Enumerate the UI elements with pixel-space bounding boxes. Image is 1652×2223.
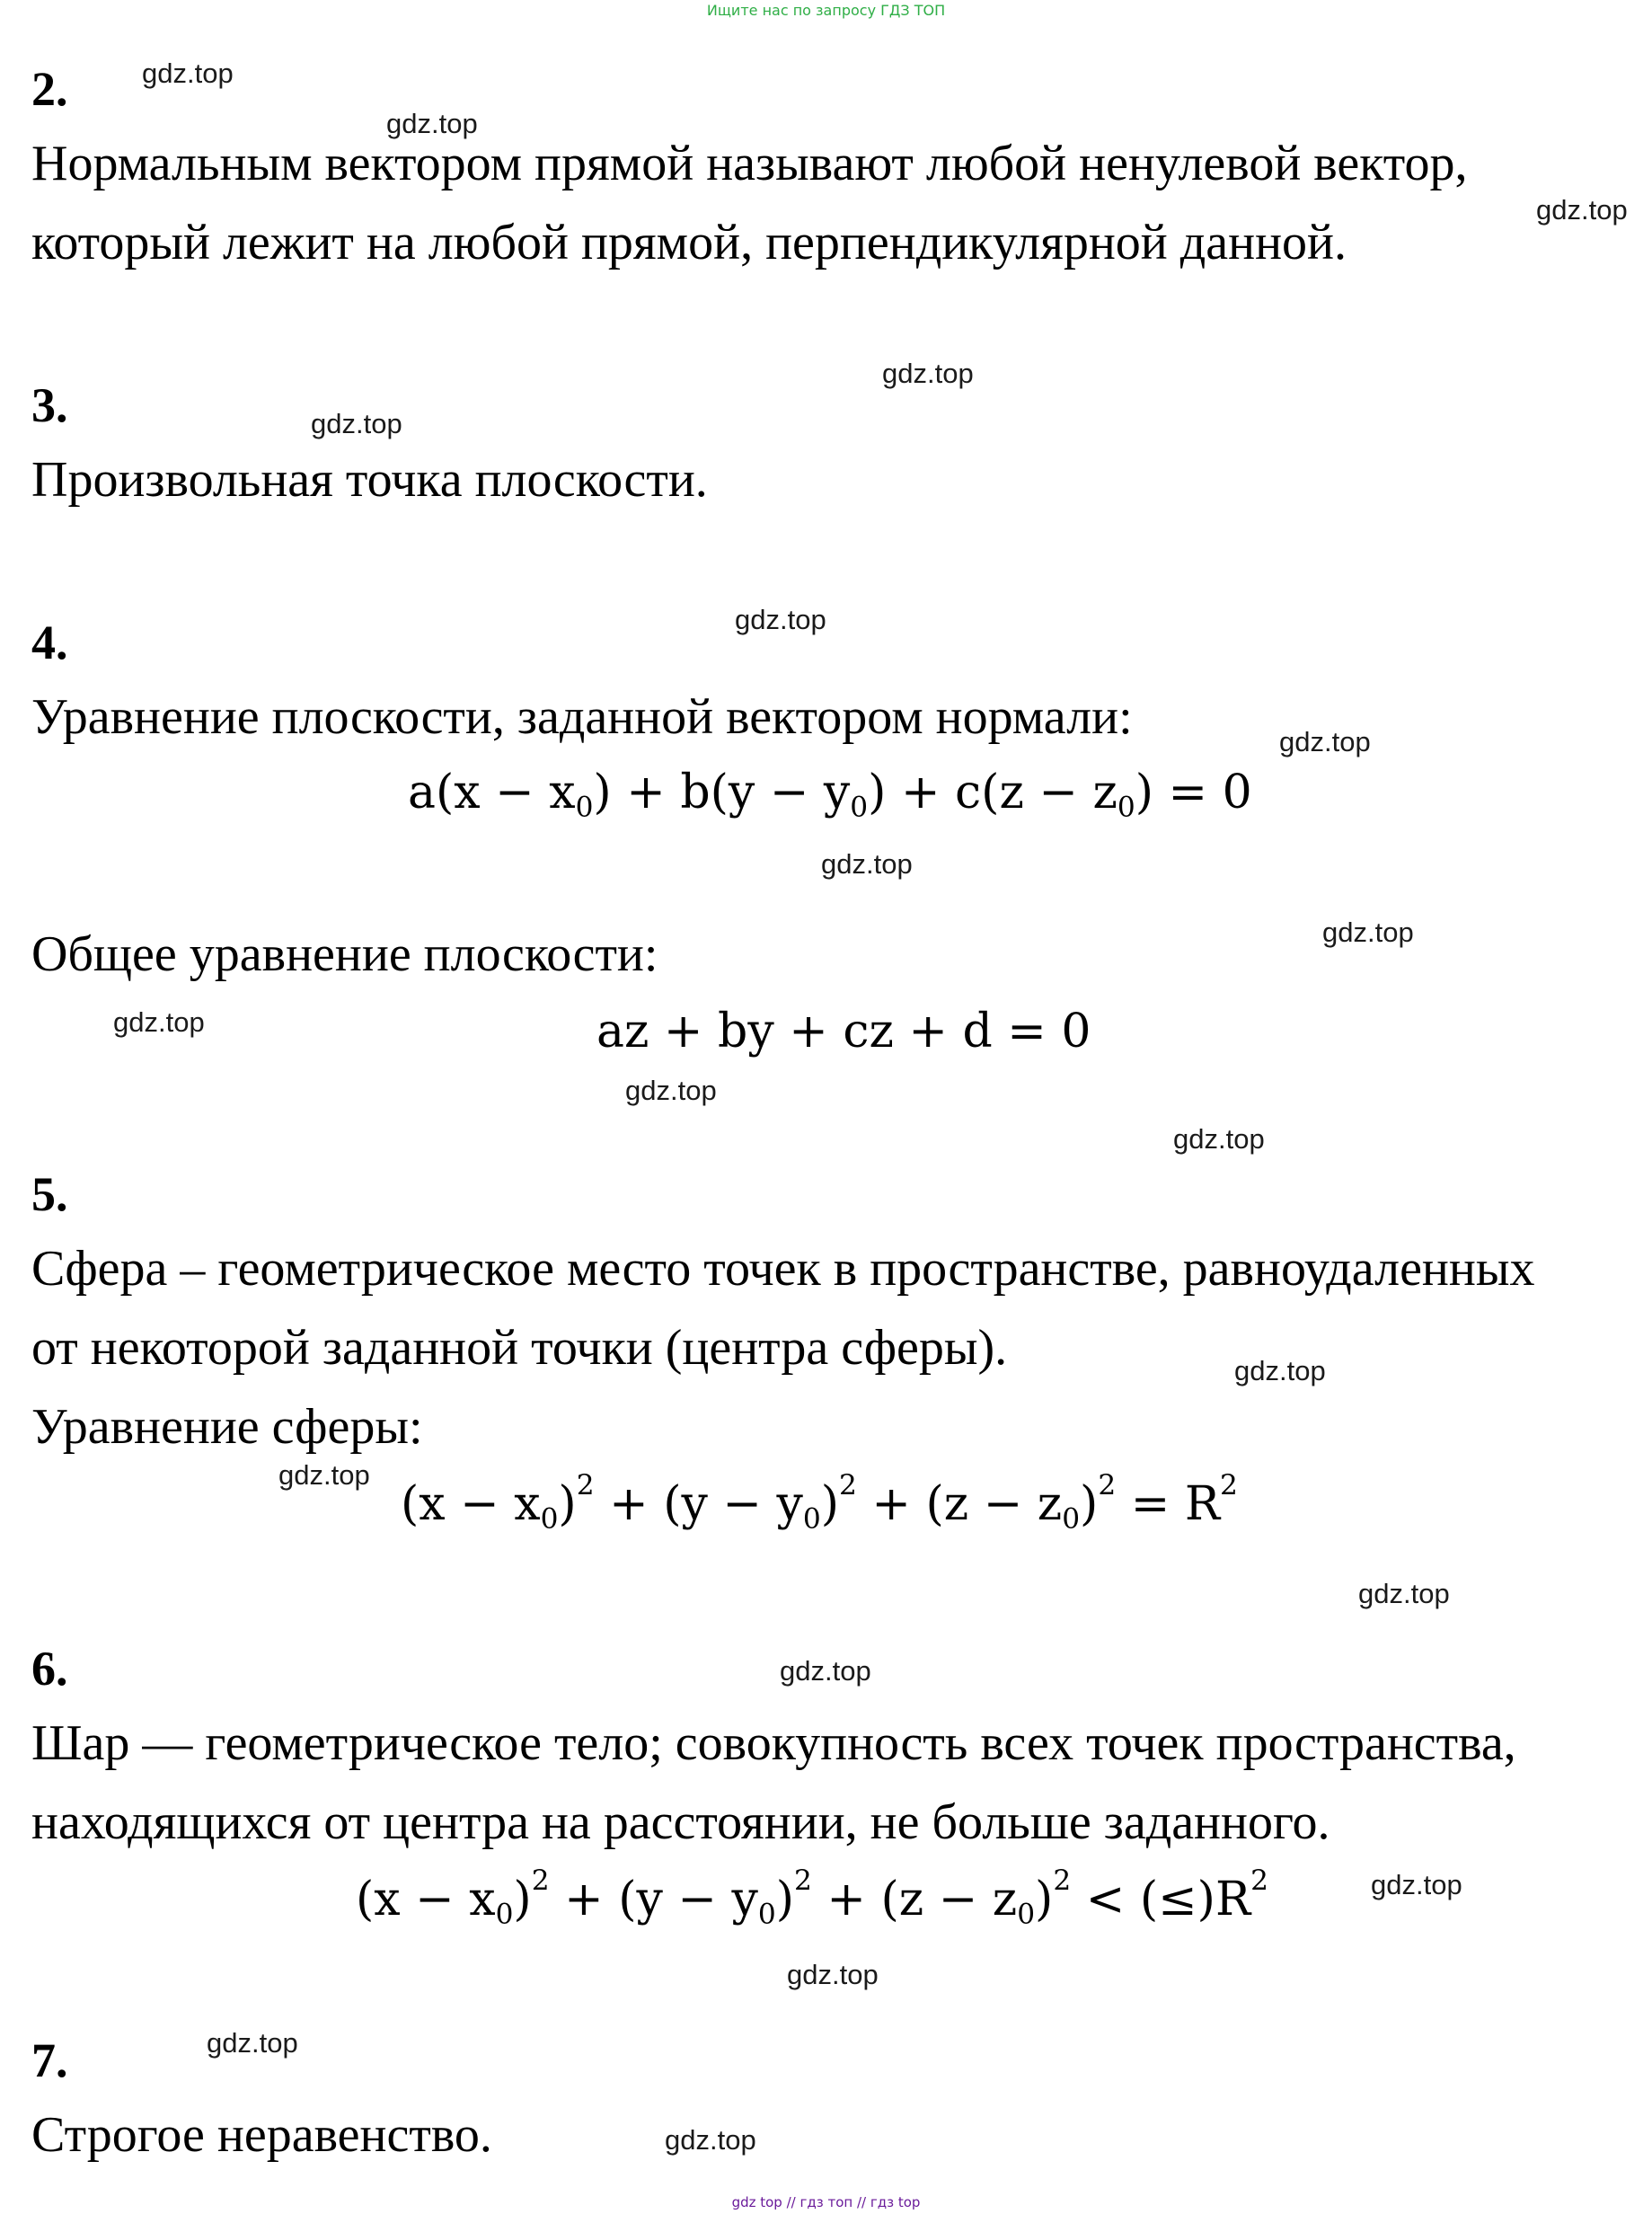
watermark: gdz.top <box>1173 1123 1265 1155</box>
watermark: gdz.top <box>311 408 402 439</box>
watermark: gdz.top <box>882 358 974 389</box>
watermark: gdz.top <box>207 2027 298 2059</box>
question-2-line-2: который лежит на любой прямой, перпендикулярной данной. <box>31 215 1347 270</box>
question-5-line-3: Уравнение сферы: <box>31 1399 423 1455</box>
watermark: gdz.top <box>386 108 478 139</box>
question-5-number: 5. <box>31 1167 68 1221</box>
watermark: gdz.top <box>780 1655 871 1687</box>
watermark: gdz.top <box>278 1459 370 1491</box>
question-3-line-1: Произвольная точка плоскости. <box>31 452 708 508</box>
question-2-line-1: Нормальным вектором прямой называют любой ненулевой вектор, <box>31 136 1468 191</box>
watermark: gdz.top <box>1234 1355 1326 1386</box>
watermark: gdz.top <box>142 58 234 89</box>
sphere-equation: $(x - x_0)^2 + (y - y_0)^2 + (z - z_0)^2 = R^2$ <box>401 1468 1238 1536</box>
question-6-line-1: Шар — геометрическое тело; совокупность всех точек пространства, <box>31 1715 1516 1771</box>
question-6-number: 6. <box>31 1642 68 1696</box>
question-3-number: 3. <box>31 378 68 432</box>
watermark: gdz.top <box>665 2124 756 2156</box>
question-6-line-2: находящихся от центра на расстоянии, не больше заданного. <box>31 1794 1330 1850</box>
watermark: gdz.top <box>1371 1869 1462 1900</box>
footer-links[interactable]: gdz top // гдз топ // гдз top <box>731 2194 921 2210</box>
top-banner[interactable]: Ищите нас по запросу ГДЗ ТОП <box>706 2 946 19</box>
watermark: gdz.top <box>1279 726 1371 757</box>
watermark: gdz.top <box>821 848 913 880</box>
question-7-line-1: Строгое неравенство. <box>31 2107 492 2163</box>
watermark: gdz.top <box>1322 917 1414 948</box>
question-4-line-1: Уравнение плоскости, заданной вектором нормали: <box>31 689 1133 745</box>
watermark: gdz.top <box>787 1959 879 1990</box>
question-5-line-1: Сфера – геометрическое место точек в пространстве, равноудаленных <box>31 1241 1535 1297</box>
question-2-number: 2. <box>31 62 68 116</box>
ball-inequality: $(x - x_0)^2 + (y - y_0)^2 + (z - z_0)^2 < (\le)R^2$ <box>356 1864 1268 1931</box>
question-5-line-2: от некоторой заданной точки (центра сферы). <box>31 1320 1008 1376</box>
question-4-line-2: Общее уравнение плоскости: <box>31 926 658 982</box>
watermark: gdz.top <box>625 1075 717 1106</box>
watermark: gdz.top <box>1358 1578 1450 1609</box>
normal-plane-equation: $a(x - x_0) + b(y - y_0) + c(z - z_0) = 0$ <box>408 766 1252 824</box>
watermark: gdz.top <box>1536 194 1628 226</box>
question-7-number: 7. <box>31 2033 68 2087</box>
watermark: gdz.top <box>113 1006 205 1038</box>
general-plane-equation: az + by + cz + d = 0 <box>596 1005 1091 1058</box>
watermark: gdz.top <box>735 604 826 635</box>
question-4-number: 4. <box>31 616 68 669</box>
